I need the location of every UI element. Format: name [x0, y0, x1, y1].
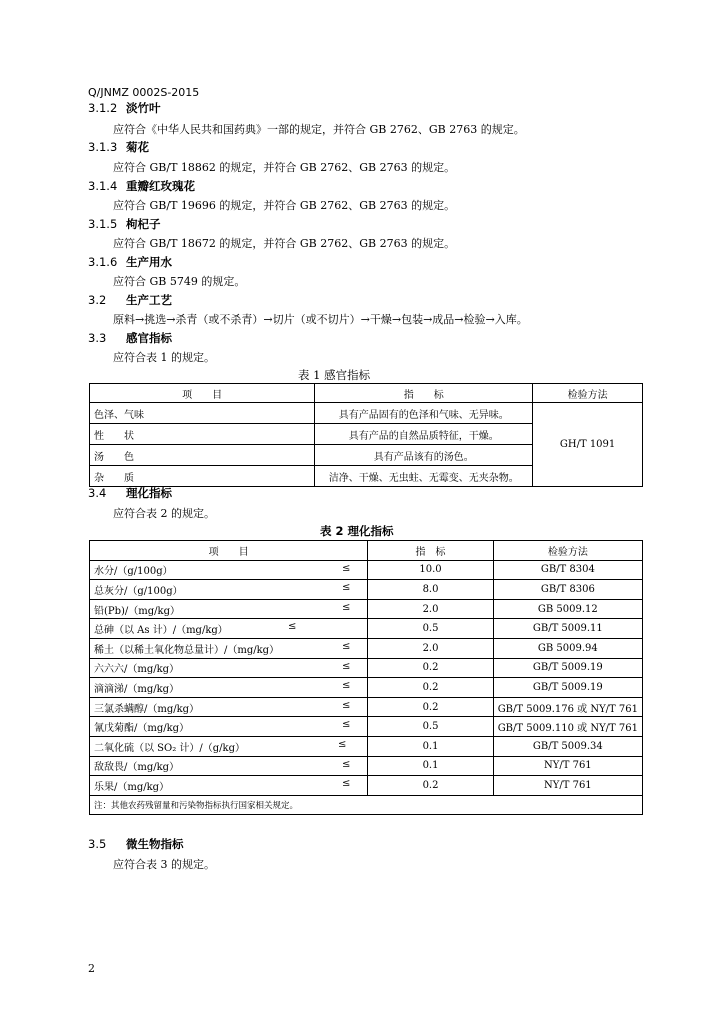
section-number: 3.1.3	[88, 140, 118, 154]
section-text: 原料→挑选→杀青（或不杀青）→切片（或不切片）→干燥→包装→成品→检验→入库。	[113, 313, 528, 326]
row-operator: ≤	[288, 621, 297, 633]
row-method: GB/T 5009.19	[493, 658, 642, 678]
section-heading	[88, 139, 149, 155]
row-item: 性 状	[90, 424, 315, 445]
row-method: GB/T 8304	[493, 560, 642, 580]
section-heading	[88, 100, 161, 116]
section-text: 应符合表 3 的规定。	[113, 858, 215, 871]
section-heading	[88, 836, 184, 852]
row-item	[90, 756, 368, 776]
table-row	[90, 697, 643, 717]
row-operator: ≤	[338, 738, 347, 750]
section-text: 应符合 GB/T 18862 的规定，并符合 GB 2762、GB 2763 的规定。	[113, 161, 456, 174]
physicochemical-table	[89, 540, 643, 815]
section-title: 生产用水	[126, 255, 173, 269]
section-title: 理化指标	[126, 486, 173, 500]
row-operator: ≤	[342, 660, 351, 672]
row-value: 2.0	[368, 599, 493, 619]
sensory-table	[89, 383, 643, 487]
section-heading	[88, 485, 172, 501]
section-title: 感官指标	[126, 331, 173, 345]
table-row	[90, 403, 643, 424]
row-item-label: 滴滴涕/（mg/kg）	[94, 683, 180, 695]
row-indicator: 具有产品该有的汤色。	[315, 445, 533, 466]
row-method: GB/T 5009.176 或 NY/T 761	[493, 697, 642, 717]
row-method: GB 5009.94	[493, 638, 642, 658]
row-item	[90, 678, 368, 698]
row-item: 色泽、气味	[90, 403, 315, 424]
section-title: 枸杞子	[126, 217, 161, 231]
row-method: NY/T 761	[493, 756, 642, 776]
header-indicator: 指 标	[368, 541, 493, 561]
row-indicator: 具有产品的自然品质特征，干燥。	[315, 424, 533, 445]
row-method: GB/T 5009.19	[493, 678, 642, 698]
section-title: 菊花	[126, 140, 150, 154]
section-text: 应符合表 1 的规定。	[113, 351, 215, 364]
row-indicator: 具有产品固有的色泽和气味、无异味。	[315, 403, 533, 424]
section-heading	[88, 178, 195, 194]
row-value: 0.2	[368, 658, 493, 678]
row-operator: ≤	[342, 680, 351, 692]
row-item	[90, 619, 368, 639]
row-item	[90, 658, 368, 678]
section-title: 重瓣红玫瑰花	[126, 179, 196, 193]
row-operator: ≤	[342, 640, 351, 652]
row-value: 8.0	[368, 580, 493, 600]
row-value: 0.2	[368, 697, 493, 717]
section-number: 3.1.5	[88, 217, 118, 231]
standard-code: Q/JNMZ 0002S-2015	[88, 86, 200, 99]
section-text: 应符合 GB/T 19696 的规定，并符合 GB 2762、GB 2763 的规定。	[113, 199, 456, 212]
section-text: 应符合 GB/T 18672 的规定，并符合 GB 2762、GB 2763 的规定。	[113, 237, 456, 250]
row-operator: ≤	[342, 719, 351, 731]
row-item-label: 敌敌畏/（mg/kg）	[94, 762, 180, 774]
table-row	[90, 560, 643, 580]
header-method: 检验方法	[533, 384, 643, 403]
table2-caption	[320, 523, 394, 539]
section-number: 3.4	[88, 486, 107, 500]
row-value: 0.5	[368, 717, 493, 737]
header-method: 检验方法	[493, 541, 642, 561]
row-method: GB/T 8306	[493, 580, 642, 600]
table-row	[90, 638, 643, 658]
section-heading	[88, 330, 172, 346]
row-operator: ≤	[342, 582, 351, 594]
row-item	[90, 560, 368, 580]
row-item: 汤 色	[90, 445, 315, 466]
section-text: 应符合《中华人民共和国药典》一部的规定，并符合 GB 2762、GB 2763 的规定。	[113, 123, 525, 136]
row-method: GB/T 5009.110 或 NY/T 761	[493, 717, 642, 737]
row-item	[90, 697, 368, 717]
row-item-label: 乐果/（mg/kg）	[94, 781, 170, 793]
table-row	[90, 658, 643, 678]
row-item-label: 总砷（以 As 计）/（mg/kg）	[94, 625, 228, 637]
row-value: 0.2	[368, 776, 493, 796]
table-row	[90, 756, 643, 776]
section-title: 生产工艺	[126, 293, 173, 307]
row-item	[90, 580, 368, 600]
row-value: 0.1	[368, 756, 493, 776]
section-number: 3.3	[88, 331, 107, 345]
row-value: 0.1	[368, 736, 493, 756]
section-number: 3.1.6	[88, 255, 118, 269]
table2-caption-text: 表 2 理化指标	[320, 524, 394, 538]
table-header-row	[90, 384, 643, 403]
row-value: 10.0	[368, 560, 493, 580]
row-item	[90, 717, 368, 737]
section-text: 应符合表 2 的规定。	[113, 507, 215, 520]
row-operator: ≤	[342, 562, 351, 574]
section-number: 3.1.2	[88, 101, 118, 115]
row-item-label: 三氯杀螨醇/（mg/kg）	[94, 703, 200, 715]
row-operator: ≤	[342, 601, 351, 613]
header-indicator: 指 标	[315, 384, 533, 403]
row-item	[90, 736, 368, 756]
table1-caption: 表 1 感官指标	[298, 368, 371, 382]
section-number: 3.2	[88, 293, 107, 307]
section-heading	[88, 254, 172, 270]
row-operator: ≤	[342, 778, 351, 790]
table-row	[90, 717, 643, 737]
row-item-label: 六六六/（mg/kg）	[94, 664, 180, 676]
table-row	[90, 580, 643, 600]
section-heading	[88, 292, 172, 308]
row-item-label: 稀土（以稀土氧化物总量计）/（mg/kg）	[94, 644, 280, 656]
row-method: GB 5009.12	[493, 599, 642, 619]
section-text: 应符合 GB 5749 的规定。	[113, 275, 246, 288]
section-number: 3.1.4	[88, 179, 118, 193]
header-item: 项 目	[90, 541, 368, 561]
row-indicator: 洁净、干燥、无虫蛀、无霉变、无夹杂物。	[315, 466, 533, 487]
page-number: 2	[88, 962, 95, 975]
row-method: GB/T 5009.11	[493, 619, 642, 639]
table-row	[90, 736, 643, 756]
row-operator: ≤	[342, 758, 351, 770]
row-item-label: 氰戊菊酯/（mg/kg）	[94, 723, 190, 735]
section-number: 3.5	[88, 837, 107, 851]
row-item	[90, 776, 368, 796]
section-title: 淡竹叶	[126, 101, 161, 115]
section-heading	[88, 216, 161, 232]
row-item-label: 铅(Pb)/（mg/kg）	[94, 605, 181, 617]
row-item	[90, 599, 368, 619]
row-method: GB/T 5009.34	[493, 736, 642, 756]
row-item-label: 二氧化硫（以 SO₂ 计）/（g/kg）	[94, 742, 246, 754]
section-title: 微生物指标	[126, 837, 184, 851]
row-operator: ≤	[342, 699, 351, 711]
table-row	[90, 678, 643, 698]
row-item-label: 总灰分/（g/100g）	[94, 585, 183, 597]
row-item-label: 水分/（g/100g）	[94, 566, 173, 578]
table-header-row	[90, 541, 643, 561]
row-value: 0.5	[368, 619, 493, 639]
row-value: 0.2	[368, 678, 493, 698]
table-row	[90, 619, 643, 639]
row-method: NY/T 761	[493, 776, 642, 796]
table-note: 注：其他农药残留量和污染物指标执行国家相关规定。	[90, 795, 643, 815]
table-note-row	[90, 795, 643, 815]
table-row	[90, 599, 643, 619]
table-row	[90, 776, 643, 796]
header-item: 项 目	[90, 384, 315, 403]
row-item	[90, 638, 368, 658]
row-item: 杂 质	[90, 466, 315, 487]
row-value: 2.0	[368, 638, 493, 658]
row-method: GH/T 1091	[533, 403, 643, 487]
